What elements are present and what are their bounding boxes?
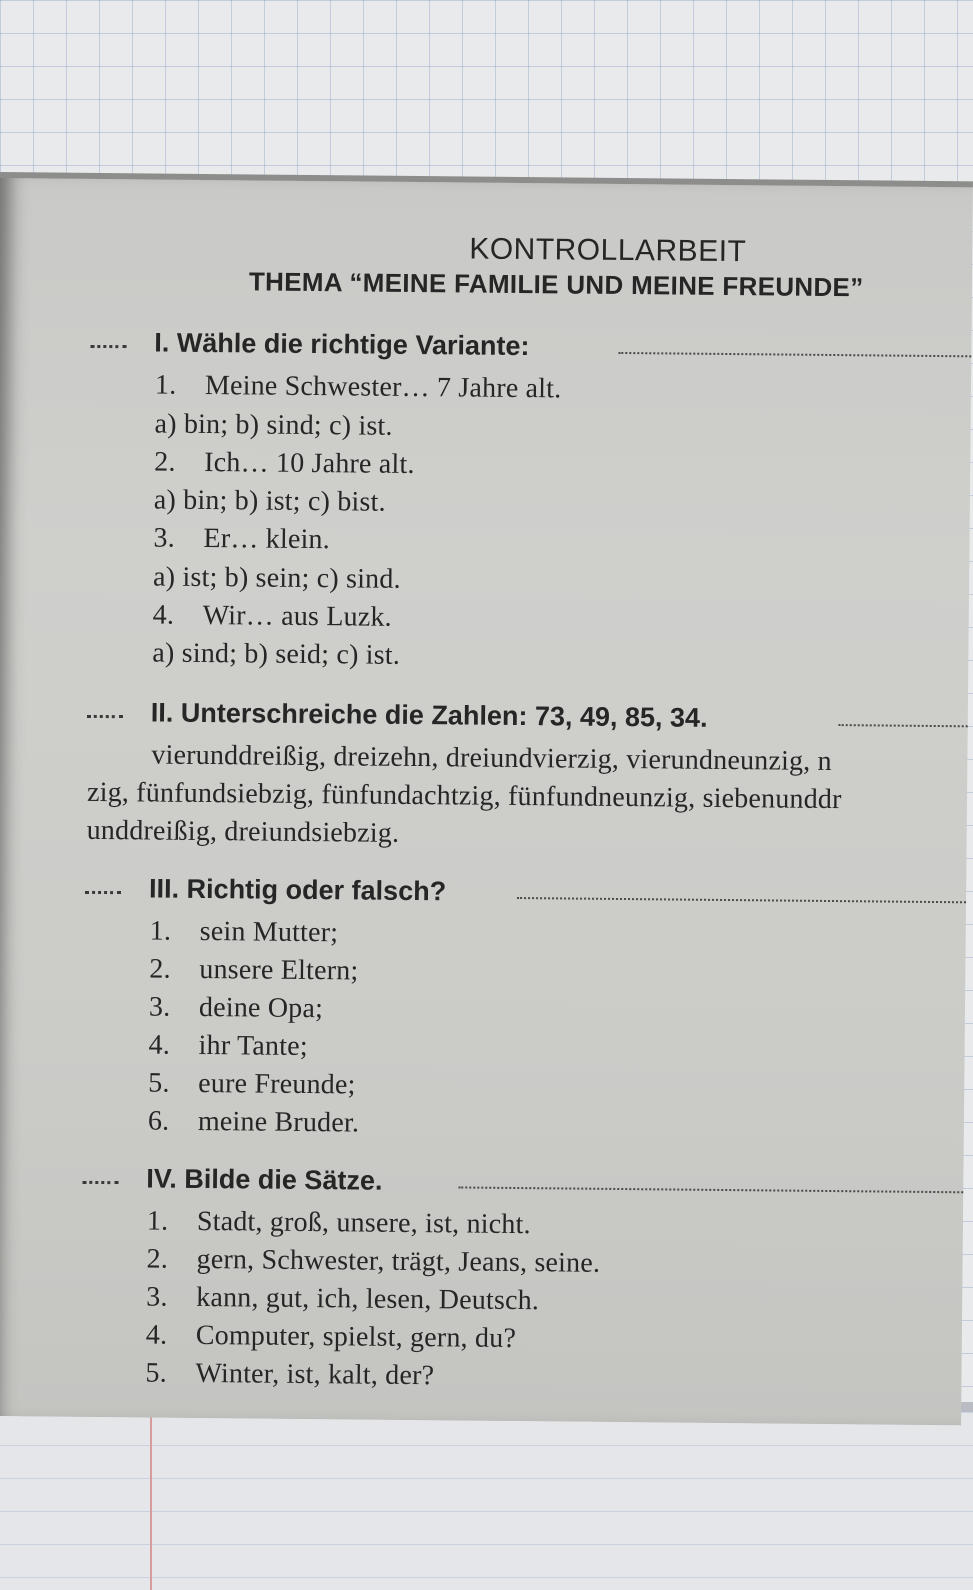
exercise-1-options: a) ist; b) sein; c) sind.	[152, 561, 401, 595]
section-4-heading: IV. Bilde die Sätze.	[146, 1163, 383, 1196]
exercise-1-options: a) bin; b) sind; c) ist.	[154, 408, 393, 442]
dotted-rule	[839, 724, 968, 727]
answer-blank	[82, 1181, 118, 1184]
notebook-margin-line	[150, 1412, 152, 1590]
exercise-3-item: 1. sein Mutter;	[149, 915, 339, 949]
worksheet	[0, 172, 973, 1425]
exercise-1-item: 3. Er… klein.	[153, 522, 331, 556]
exercise-4-item: 3. kann, gut, ich, lesen, Deutsch.	[146, 1281, 540, 1317]
section-3-heading: III. Richtig oder falsch?	[148, 873, 447, 907]
numbers-text-line: vierunddreißig, dreizehn, dreiundvierzig, vierundneunzig, n	[151, 739, 832, 778]
notebook-page-below	[0, 1402, 973, 1590]
dotted-rule	[458, 1186, 963, 1193]
document-subtitle: THEMA “MEINE FAMILIE UND MEINE FREUNDE”	[248, 266, 864, 303]
exercise-3-item: 5. eure Freunde;	[148, 1067, 356, 1101]
dotted-rule	[517, 897, 966, 903]
exercise-1-item: 2. Ich… 10 Jahre alt.	[154, 446, 415, 480]
exercise-3-item: 6. meine Bruder.	[147, 1105, 360, 1139]
exercise-4-item: 1. Stadt, groß, unsere, ist, nicht.	[146, 1205, 531, 1241]
exercise-1-item: 1. Meine Schwester… 7 Jahre alt.	[154, 369, 562, 405]
exercise-4-item: 2. gern, Schwester, trägt, Jeans, seine.	[146, 1243, 601, 1279]
section-2-heading: II. Unterschreiche die Zahlen: 73, 49, 85, 34.	[150, 697, 708, 733]
exercise-1-options: a) sind; b) seid; c) ist.	[152, 637, 401, 671]
answer-blank	[85, 891, 121, 894]
answer-blank	[90, 345, 126, 348]
exercise-4-item: 5. Winter, ist, kalt, der?	[145, 1357, 435, 1392]
exercise-3-item: 3. deine Opa;	[148, 991, 324, 1025]
document-title: KONTROLLARBEIT	[469, 232, 747, 269]
dotted-rule	[618, 352, 971, 357]
answer-blank	[87, 715, 123, 718]
worksheet-content	[0, 178, 973, 1425]
numbers-text-line: unddreißig, dreiundsiebzig.	[86, 814, 400, 849]
exercise-1-options: a) bin; b) ist; c) bist.	[153, 484, 386, 518]
exercise-3-item: 2. unsere Eltern;	[149, 953, 359, 987]
exercise-1-item: 4. Wir… aus Luzk.	[152, 599, 392, 633]
numbers-text-line: zig, fünfundsiebzig, fünfundachtzig, fünfundneunzig, siebenunddr	[86, 776, 842, 816]
exercise-4-item: 4. Computer, spielst, gern, du?	[145, 1319, 517, 1355]
exercise-3-item: 4. ihr Tante;	[148, 1029, 308, 1062]
section-1-heading: I. Wähle die richtige Variante:	[154, 327, 530, 362]
